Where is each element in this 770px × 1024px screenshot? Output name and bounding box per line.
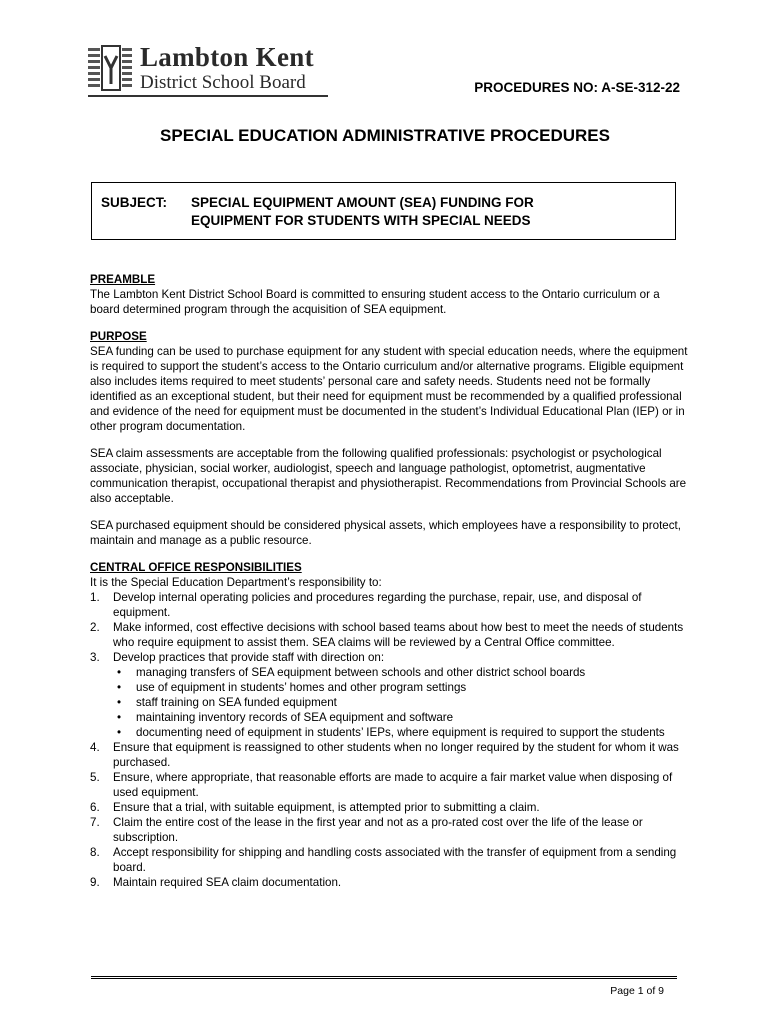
list-item: 3. Develop practices that provide staff with direction on: • managing transfers of SEA equipment between schools and other district school boards • use of equipment in students’ homes and other program settings • staff training on SEA funded equipment • maintaining inventory records of SEA equipment and software • documenting need of equipment in students’ IEPs, where equipment is required to support the students [90, 650, 690, 740]
logo-name: Lambton Kent [140, 42, 314, 72]
list-item: 1. Develop internal operating policies and procedures regarding the purchase, repair, use, and disposal of equipment. [90, 591, 642, 619]
responsibilities-list [90, 590, 690, 890]
bullet-icon: • [117, 681, 122, 694]
list-item: 9. Maintain required SEA claim documentation. [90, 876, 342, 889]
footer-divider [91, 976, 677, 977]
sub-list-item: • staff training on SEA funded equipment [117, 696, 337, 709]
bullet-icon: • [117, 666, 122, 679]
list-item: 5. Ensure, where appropriate, that reasonable efforts are made to acquire a fair market value when disposing of used equipment. [90, 771, 673, 799]
procedures-number: PROCEDURES NO: A-SE-312-22 [474, 80, 680, 95]
list-item: 8. Accept responsibility for shipping and handling costs associated with the transfer of equipment from a sending board. [90, 846, 677, 874]
purpose-heading: PURPOSE [90, 330, 147, 343]
school-board-logo-icon [88, 44, 132, 92]
central-office-intro: It is the Special Education Department’s responsibility to: [90, 576, 382, 589]
list-item: 2. Make informed, cost effective decisions with school based teams about how best to meet the needs of students who require equipment to assist them. SEA claims will be reviewed by a Central Office committee. [90, 621, 684, 649]
preamble-heading: PREAMBLE [90, 273, 156, 286]
list-item: 7. Claim the entire cost of the lease in the first year and not as a pro-rated cost over the life of the lease or subscription. [90, 816, 643, 844]
document-body [90, 272, 690, 890]
page-number: Page 1 of 9 [610, 985, 664, 997]
list-item: 4. Ensure that equipment is reassigned to other students when no longer required by the student for whom it was purchased. [90, 741, 679, 769]
subject-line-1: SPECIAL EQUIPMENT AMOUNT (SEA) FUNDING FOR [191, 195, 534, 210]
sub-list-item: • use of equipment in students’ homes and other program settings [117, 681, 467, 694]
school-board-logo [88, 42, 333, 98]
footer-divider [91, 978, 677, 979]
purpose-paragraph: SEA purchased equipment should be considered physical assets, which employees have a responsibility to protect, maintain and manage as a public resource. [90, 519, 681, 547]
bullet-icon: • [117, 711, 122, 724]
preamble-text: The Lambton Kent District School Board is committed to ensuring student access to the Ontario curriculum or a board determined program through the acquisition of SEA equipment. [90, 288, 660, 316]
sub-list-item: • managing transfers of SEA equipment between schools and other district school boards [117, 666, 586, 679]
bullet-icon: • [117, 726, 122, 739]
subject-box [91, 182, 676, 240]
central-office-heading: CENTRAL OFFICE RESPONSIBILITIES [90, 561, 302, 574]
practices-sublist [113, 665, 690, 740]
list-item: 6. Ensure that a trial, with suitable equipment, is attempted prior to submitting a claim. [90, 801, 540, 814]
sub-list-item: • documenting need of equipment in students’ IEPs, where equipment is required to support the students [117, 726, 665, 739]
page-title: SPECIAL EDUCATION ADMINISTRATIVE PROCEDURES [160, 126, 610, 145]
bullet-icon: • [117, 696, 122, 709]
subject-line-2: EQUIPMENT FOR STUDENTS WITH SPECIAL NEEDS [191, 213, 531, 228]
subject-label: SUBJECT: [101, 195, 168, 210]
sub-list-item: • maintaining inventory records of SEA equipment and software [117, 711, 454, 724]
purpose-paragraph: SEA claim assessments are acceptable from the following qualified professionals: psychologist or psychological associate, physician, social worker, audiologist, speech and language pathologist, optometrist, augmentative communication therapist, occupational therapist and physiotherapist. Recommendations from Provincial Schools are also acceptable. [90, 447, 687, 505]
logo-subtitle: District School Board [140, 72, 306, 93]
purpose-paragraph: SEA funding can be used to purchase equipment for any student with special education needs, where the equipment is required to support the student’s access to the Ontario curriculum and/or alternative programs. Eligible equipment also includes items required to meet students’ personal care and safety needs. Students need not be formally identified as an exceptional student, but their need for equipment must be recommended by a qualified professional and evidence of the need for equipment must be documented in the student’s Individual Educational Plan (IEP) or in other program documentation. [90, 345, 688, 433]
logo-underline [88, 95, 328, 97]
